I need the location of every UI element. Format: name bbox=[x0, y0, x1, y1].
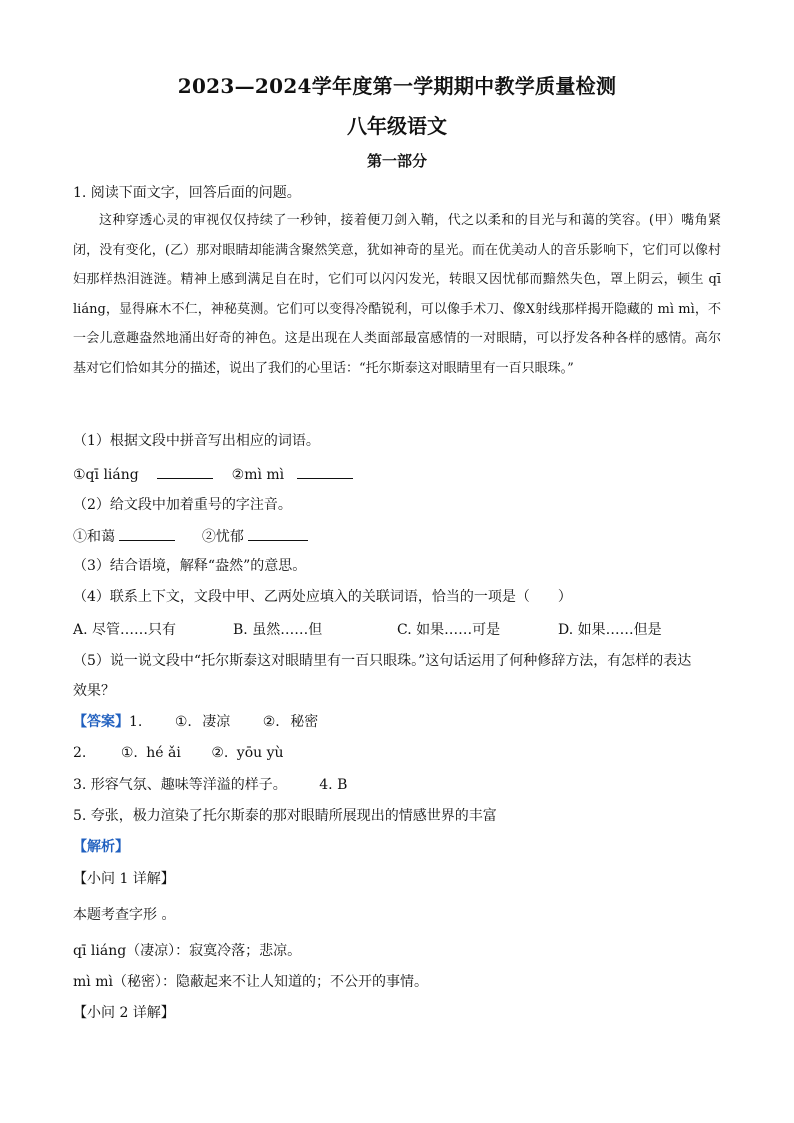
answer-blank[interactable] bbox=[297, 464, 353, 479]
analysis-q1-line1: qī liáng（凄凉）：寂寞冷落；悲凉。 bbox=[73, 943, 302, 959]
answer-blank[interactable] bbox=[157, 464, 213, 479]
answer-4: 4. B bbox=[319, 777, 348, 793]
analysis-q1-intro: 本题考查字形 。 bbox=[73, 907, 176, 923]
sub-question-5-line2: 效果？ bbox=[73, 683, 115, 699]
answer-2-mark-1: ①. bbox=[120, 745, 138, 761]
answer-row-1 bbox=[73, 713, 318, 731]
sub-question-4: （4）联系上下文，文段中甲、乙两处应填入的关联词语，恰当的一项是（ ） bbox=[73, 589, 572, 605]
section-title: 第一部分 bbox=[366, 152, 427, 170]
answer-2-value-1: hé ǎi bbox=[146, 745, 181, 761]
exam-subtitle: 八年级语文 bbox=[347, 114, 447, 138]
answer-3: 3. 形容气氛、趣味等洋溢的样子。 bbox=[73, 777, 287, 793]
analysis-label: 【解析】 bbox=[73, 839, 129, 855]
blank-label-a: ①和蔼 bbox=[73, 529, 115, 545]
analysis-q2-heading: 【小问 2 详解】 bbox=[73, 1005, 175, 1021]
answer-2-number: 2. bbox=[73, 745, 87, 761]
answer-label: 【答案】 bbox=[73, 714, 129, 730]
answer-row-2 bbox=[73, 744, 284, 762]
exam-title: 2023—2024学年度第一学期期中教学质量检测 bbox=[177, 74, 617, 98]
sub-question-1-blanks bbox=[73, 464, 353, 484]
answer-1-mark-1: ①. bbox=[174, 714, 192, 730]
answer-5: 5. 夸张，极力渲染了托尔斯泰的那对眼睛所展现出的情感世界的丰富 bbox=[73, 808, 497, 824]
sub-question-3: （3）结合语境，解释“盎然”的意思。 bbox=[73, 558, 307, 574]
answer-blank[interactable] bbox=[248, 526, 308, 541]
blank-label-b: ②忧郁 bbox=[201, 529, 244, 545]
answer-1-value-1: 凄凉 bbox=[202, 714, 231, 730]
analysis-q1-line2: mì mì（秘密）：隐蔽起来不让人知道的；不公开的事情。 bbox=[73, 974, 428, 990]
answer-1-value-2: 秘密 bbox=[290, 714, 319, 730]
sub-question-1: （1）根据文段中拼音写出相应的词语。 bbox=[73, 433, 320, 449]
answer-2-value-2: yōu yù bbox=[236, 745, 284, 761]
answer-blank[interactable] bbox=[119, 526, 175, 541]
question-stem: 1. 阅读下面文字，回答后面的问题。 bbox=[73, 185, 301, 201]
sub-question-2-blanks bbox=[73, 526, 308, 546]
reading-passage: 这种穿透心灵的审视仅仅持续了一秒钟，接着便刀剑入鞘，代之以柔和的目光与和蔼的笑容。(甲）嘴角紧闭，没有变化，(乙）那对眼睛却能满含聚然笑意，犹如神奇的星光。而在优美动人的音乐影响下，它们可以像村妇那样热泪涟涟。精神上感到满足自在时，它们可以闪闪发光，转眼又因忧郁而黯然失色，罩上阴云，顿生 qī liáng，显得麻木不仁，神秘莫测。它们可以变得冷酷锐利，可以像手术刀、像X射线那样揭开隐藏的 mì mì，不一会儿意趣盎然地涌出好奇的神色。这是出现在人类面部最富感情的一对眼睛，可以抒发各种各样的感情。高尔基对它们恰如其分的描述，说出了我们的心里话：“托尔斯泰这对眼睛里有一百只眼珠。” bbox=[73, 213, 721, 376]
option-b: B. 虽然……但 bbox=[233, 622, 323, 638]
blank-label-b: ②mì mì bbox=[231, 467, 285, 483]
option-d: D. 如果……但是 bbox=[558, 622, 662, 638]
answer-1-mark-2: ②. bbox=[262, 714, 280, 730]
sub-question-5-line1: （5）说一说文段中“托尔斯泰这对眼睛里有一百只眼珠。”这句话运用了何种修辞方法，有怎样的表达 bbox=[73, 653, 692, 669]
option-a: A. 尽管……只有 bbox=[73, 622, 177, 638]
analysis-q1-heading: 【小问 1 详解】 bbox=[73, 871, 175, 887]
sub-question-2: （2）给文段中加着重号的字注音。 bbox=[73, 497, 292, 513]
blank-label-a: ①qī liáng bbox=[73, 467, 139, 483]
option-c: C. 如果……可是 bbox=[397, 622, 501, 638]
answer-row-3 bbox=[73, 776, 347, 794]
answer-2-mark-2: ②. bbox=[211, 745, 229, 761]
answer-1-number: 1. bbox=[129, 714, 143, 730]
